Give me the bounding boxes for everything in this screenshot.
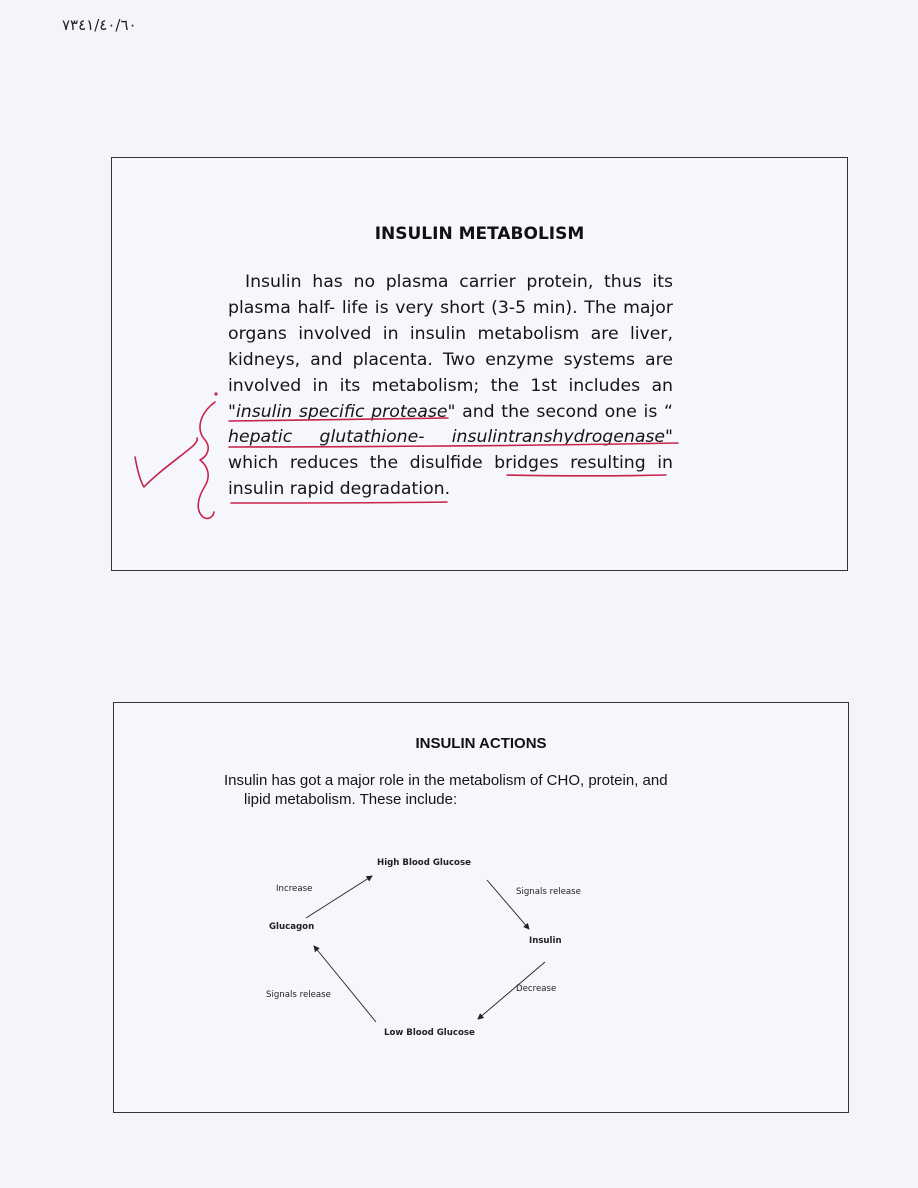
enzyme-name-part: insulintranshydrogenase" [451, 427, 673, 448]
body-line: plasma half- life is very short (3-5 min). The major [228, 297, 673, 318]
enzyme-name-part: hepatic [228, 427, 293, 448]
label-decrease: Decrease [516, 984, 557, 994]
slide-title: INSULIN ACTIONS [415, 735, 547, 752]
label-signals-release-left: Signals release [266, 990, 331, 1000]
label-signals-release-right: Signals release [516, 887, 581, 897]
node-low-blood-glucose: Low Blood Glucose [384, 1028, 475, 1038]
label-increase: Increase [276, 884, 313, 894]
enzyme-name-part: glutathione- [319, 427, 425, 448]
body-text-fragment: and the second one is “ [455, 401, 673, 422]
bracket-mark [198, 402, 215, 518]
slide-title: INSULIN METABOLISM [374, 224, 585, 244]
body-line: kidneys, and placenta. Two enzyme systems are [228, 349, 673, 370]
underline-protease [229, 418, 448, 421]
underline-transhydrogenase [229, 443, 678, 447]
enzyme-name-protease: "insulin specific protease" [228, 401, 456, 422]
underline-bridges [507, 475, 666, 476]
body-line: which reduces the disulfide bridges resulting in [228, 453, 673, 474]
node-glucagon: Glucagon [269, 922, 315, 932]
node-high-blood-glucose: High Blood Glucose [377, 858, 471, 868]
handwritten-date: ٠٦/٠٤/١٤٣٧ [62, 16, 137, 34]
ink-dot [214, 392, 217, 395]
body-line: involved in its metabolism; the 1st includes an [228, 375, 673, 396]
underline-degradation [231, 502, 447, 503]
intro-line: lipid metabolism. These include: [244, 791, 458, 808]
body-line: Insulin has no plasma carrier protein, thus its [245, 272, 673, 292]
body-line: organs involved in insulin metabolism are liver, [228, 323, 673, 344]
body-line: insulin rapid degradation. [228, 479, 451, 500]
check-mark [135, 438, 197, 487]
node-insulin: Insulin [529, 936, 562, 946]
intro-line: Insulin has got a major role in the metabolism of CHO, protein, and [224, 772, 668, 789]
